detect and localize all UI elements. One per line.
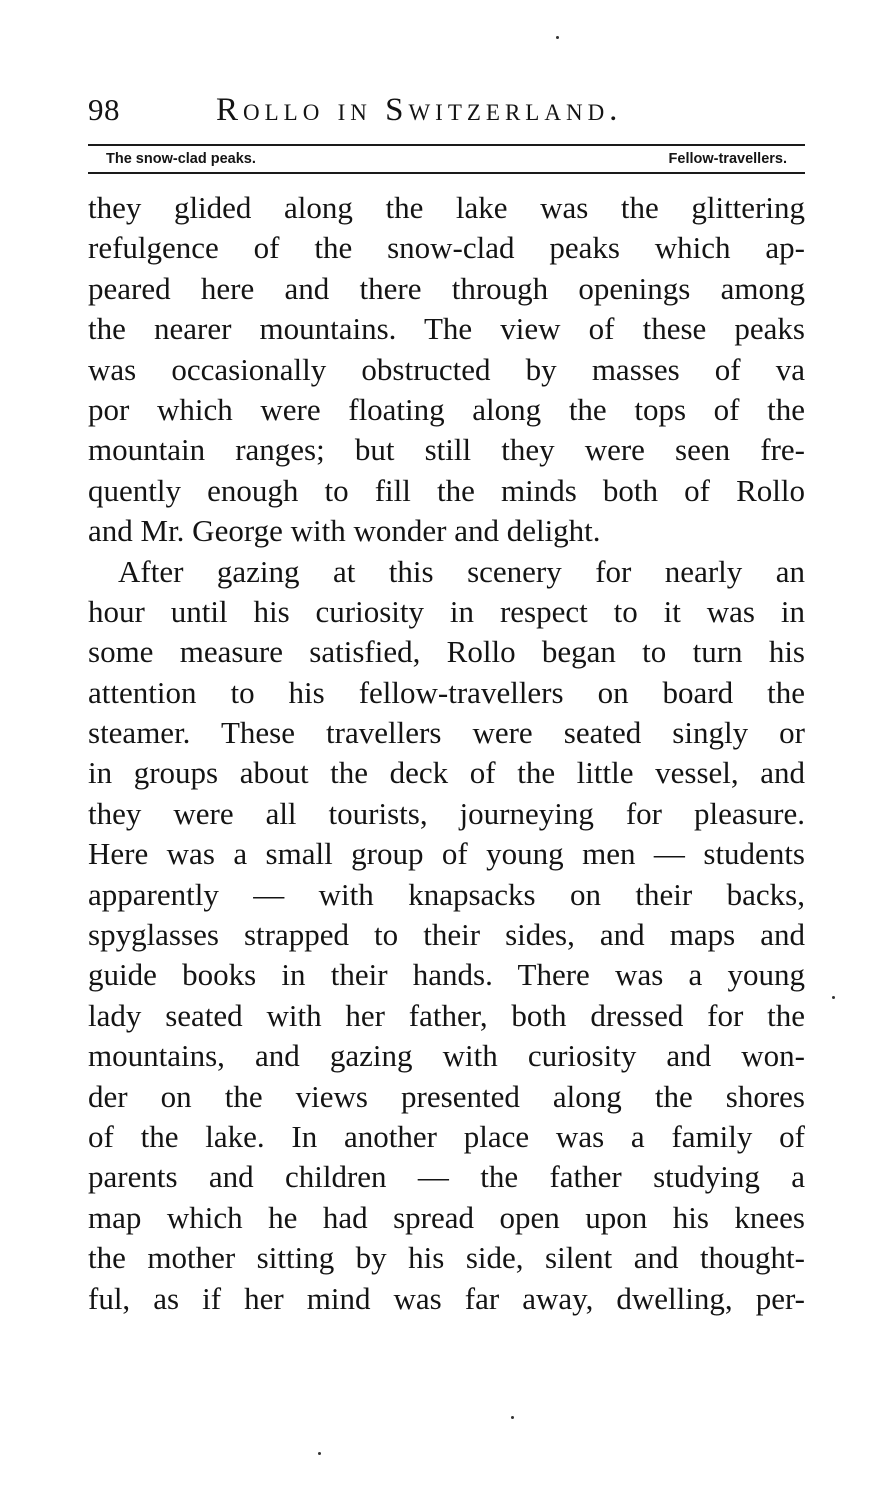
text-line: Here was a small group of young men — students <box>88 836 805 872</box>
text-line: in groups about the deck of the little vessel, and <box>88 755 805 791</box>
scan-speck <box>511 1416 514 1419</box>
text-line: map which he had spread open upon his knees <box>88 1199 805 1235</box>
scan-speck <box>318 1452 321 1455</box>
text-line: spyglasses strapped to their sides, and maps and <box>88 917 805 953</box>
text-line: attention to his fellow-travellers on board the <box>88 674 805 710</box>
text-line: peared here and there through openings among <box>88 270 805 306</box>
text-line: some measure satisfied, Rollo began to turn his <box>88 634 805 670</box>
scan-speck <box>556 36 559 39</box>
text-line: apparently — with knapsacks on their backs, <box>88 876 805 912</box>
text-line: the mother sitting by his side, silent and thought- <box>88 1240 805 1276</box>
text-line: mountain ranges; but still they were seen fre- <box>88 432 805 468</box>
text-line: der on the views presented along the shores <box>88 1078 805 1114</box>
running-head <box>88 92 805 140</box>
book-title: Rollo in Switzerland. <box>216 92 623 128</box>
text-line: and Mr. George with wonder and delight. <box>88 513 601 549</box>
book-page <box>88 92 805 1319</box>
scan-speck <box>832 996 835 999</box>
subhead-left: The snow-clad peaks. <box>106 151 256 167</box>
text-line: quently enough to fill the minds both of Rollo <box>88 472 805 508</box>
text-line: parents and children — the father studying a <box>88 1159 805 1195</box>
text-line: of the lake. In another place was a family of <box>88 1118 805 1154</box>
text-line: refulgence of the snow-clad peaks which ap- <box>88 230 805 266</box>
text-line: steamer. These travellers were seated singly or <box>88 715 805 751</box>
text-line: the nearer mountains. The view of these peaks <box>88 311 805 347</box>
text-line: hour until his curiosity in respect to it was in <box>88 593 805 629</box>
section-subheads <box>88 146 805 172</box>
text-line: they were all tourists, journeying for pleasure. <box>88 795 805 831</box>
subhead-right: Fellow-travellers. <box>668 151 787 167</box>
text-line: ful, as if her mind was far away, dwelling, per- <box>88 1280 805 1316</box>
text-line: lady seated with her father, both dressed for the <box>88 997 805 1033</box>
text-line: After gazing at this scenery for nearly an <box>118 553 805 589</box>
text-line: they glided along the lake was the glittering <box>88 190 805 225</box>
text-line: was occasionally obstructed by masses of va <box>88 351 805 387</box>
page-number: 98 <box>88 92 120 127</box>
text-line: por which were floating along the tops of the <box>88 391 805 427</box>
text-line: guide books in their hands. There was a young <box>88 957 805 993</box>
text-line: mountains, and gazing with curiosity and won- <box>88 1038 805 1074</box>
header-rule-bottom <box>88 172 805 174</box>
body-text <box>88 188 805 1319</box>
